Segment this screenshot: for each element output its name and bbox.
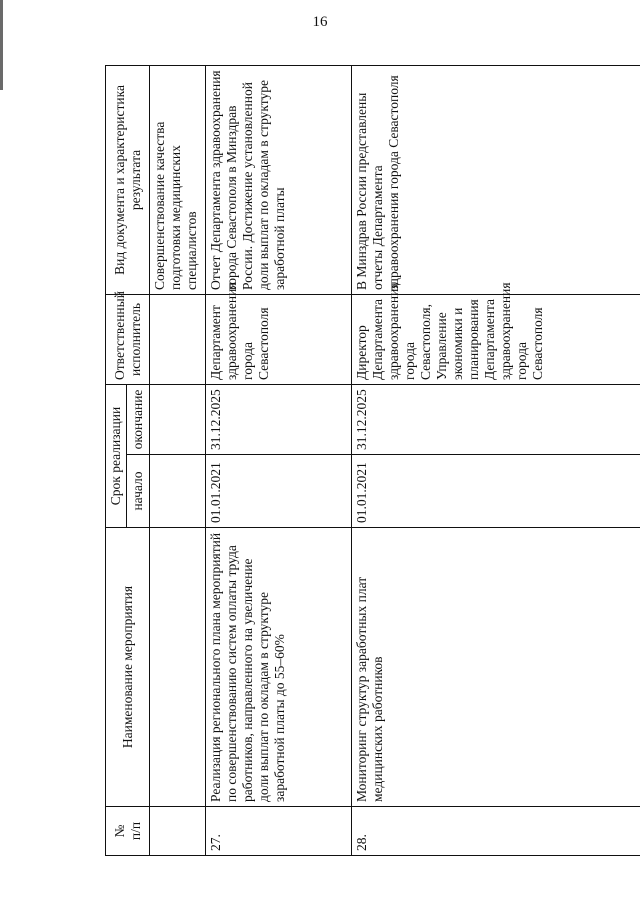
- row-name: Мониторинг структур заработных плат медицинских работников: [352, 528, 640, 807]
- header-num: № п/п: [106, 807, 150, 856]
- row-num: 27.: [206, 807, 352, 856]
- table-row: [352, 65, 640, 855]
- header-row-1: [106, 65, 127, 855]
- header-result: Вид документа и характеристика результата: [106, 65, 150, 294]
- row-responsible: Департамент здравоохранения города Севастополя: [206, 294, 352, 384]
- rotated-table-wrapper: [105, 66, 640, 856]
- row-end: 31.12.2025: [352, 384, 640, 454]
- header-responsible: Ответственный исполнитель: [106, 294, 150, 384]
- row-num: [150, 807, 206, 856]
- activities-table: [105, 65, 640, 856]
- row-result: Отчет Департамента здравоохранения города Севастополя в Минздрав России. Достижение установленной доли выплат по окладам в структуре заработной платы: [206, 65, 352, 294]
- row-end: [150, 384, 206, 454]
- row-num: 28.: [352, 807, 640, 856]
- row-name: Реализация регионального плана мероприятий по совершенствованию систем оплаты труда работников, направленного на увеличение доли выплат по окладам в структуре заработной платы до 55–60%: [206, 528, 352, 807]
- row-result: В Минздрав России представлены отчеты Департамента здравоохранения города Севастополя: [352, 65, 640, 294]
- row-responsible: [150, 294, 206, 384]
- header-name: Наименование мероприятия: [106, 528, 150, 807]
- row-responsible: Директор Департамента здравоохранения города Севастополя, Управление экономики и планирования Департамента здравоохранения города Севастополя: [352, 294, 640, 384]
- table-row: [206, 65, 352, 855]
- table-row: [150, 65, 206, 855]
- row-name: [150, 528, 206, 807]
- row-end: 31.12.2025: [206, 384, 352, 454]
- row-start: [150, 455, 206, 528]
- header-start: начало: [127, 455, 150, 528]
- page-number: 16: [312, 14, 328, 30]
- row-result: Совершенствование качества подготовки медицинских специалистов: [150, 65, 206, 294]
- row-start: 01.01.2021: [352, 455, 640, 528]
- row-start: 01.01.2021: [206, 455, 352, 528]
- header-end: окончание: [127, 384, 150, 454]
- header-period: Срок реализации: [106, 384, 127, 527]
